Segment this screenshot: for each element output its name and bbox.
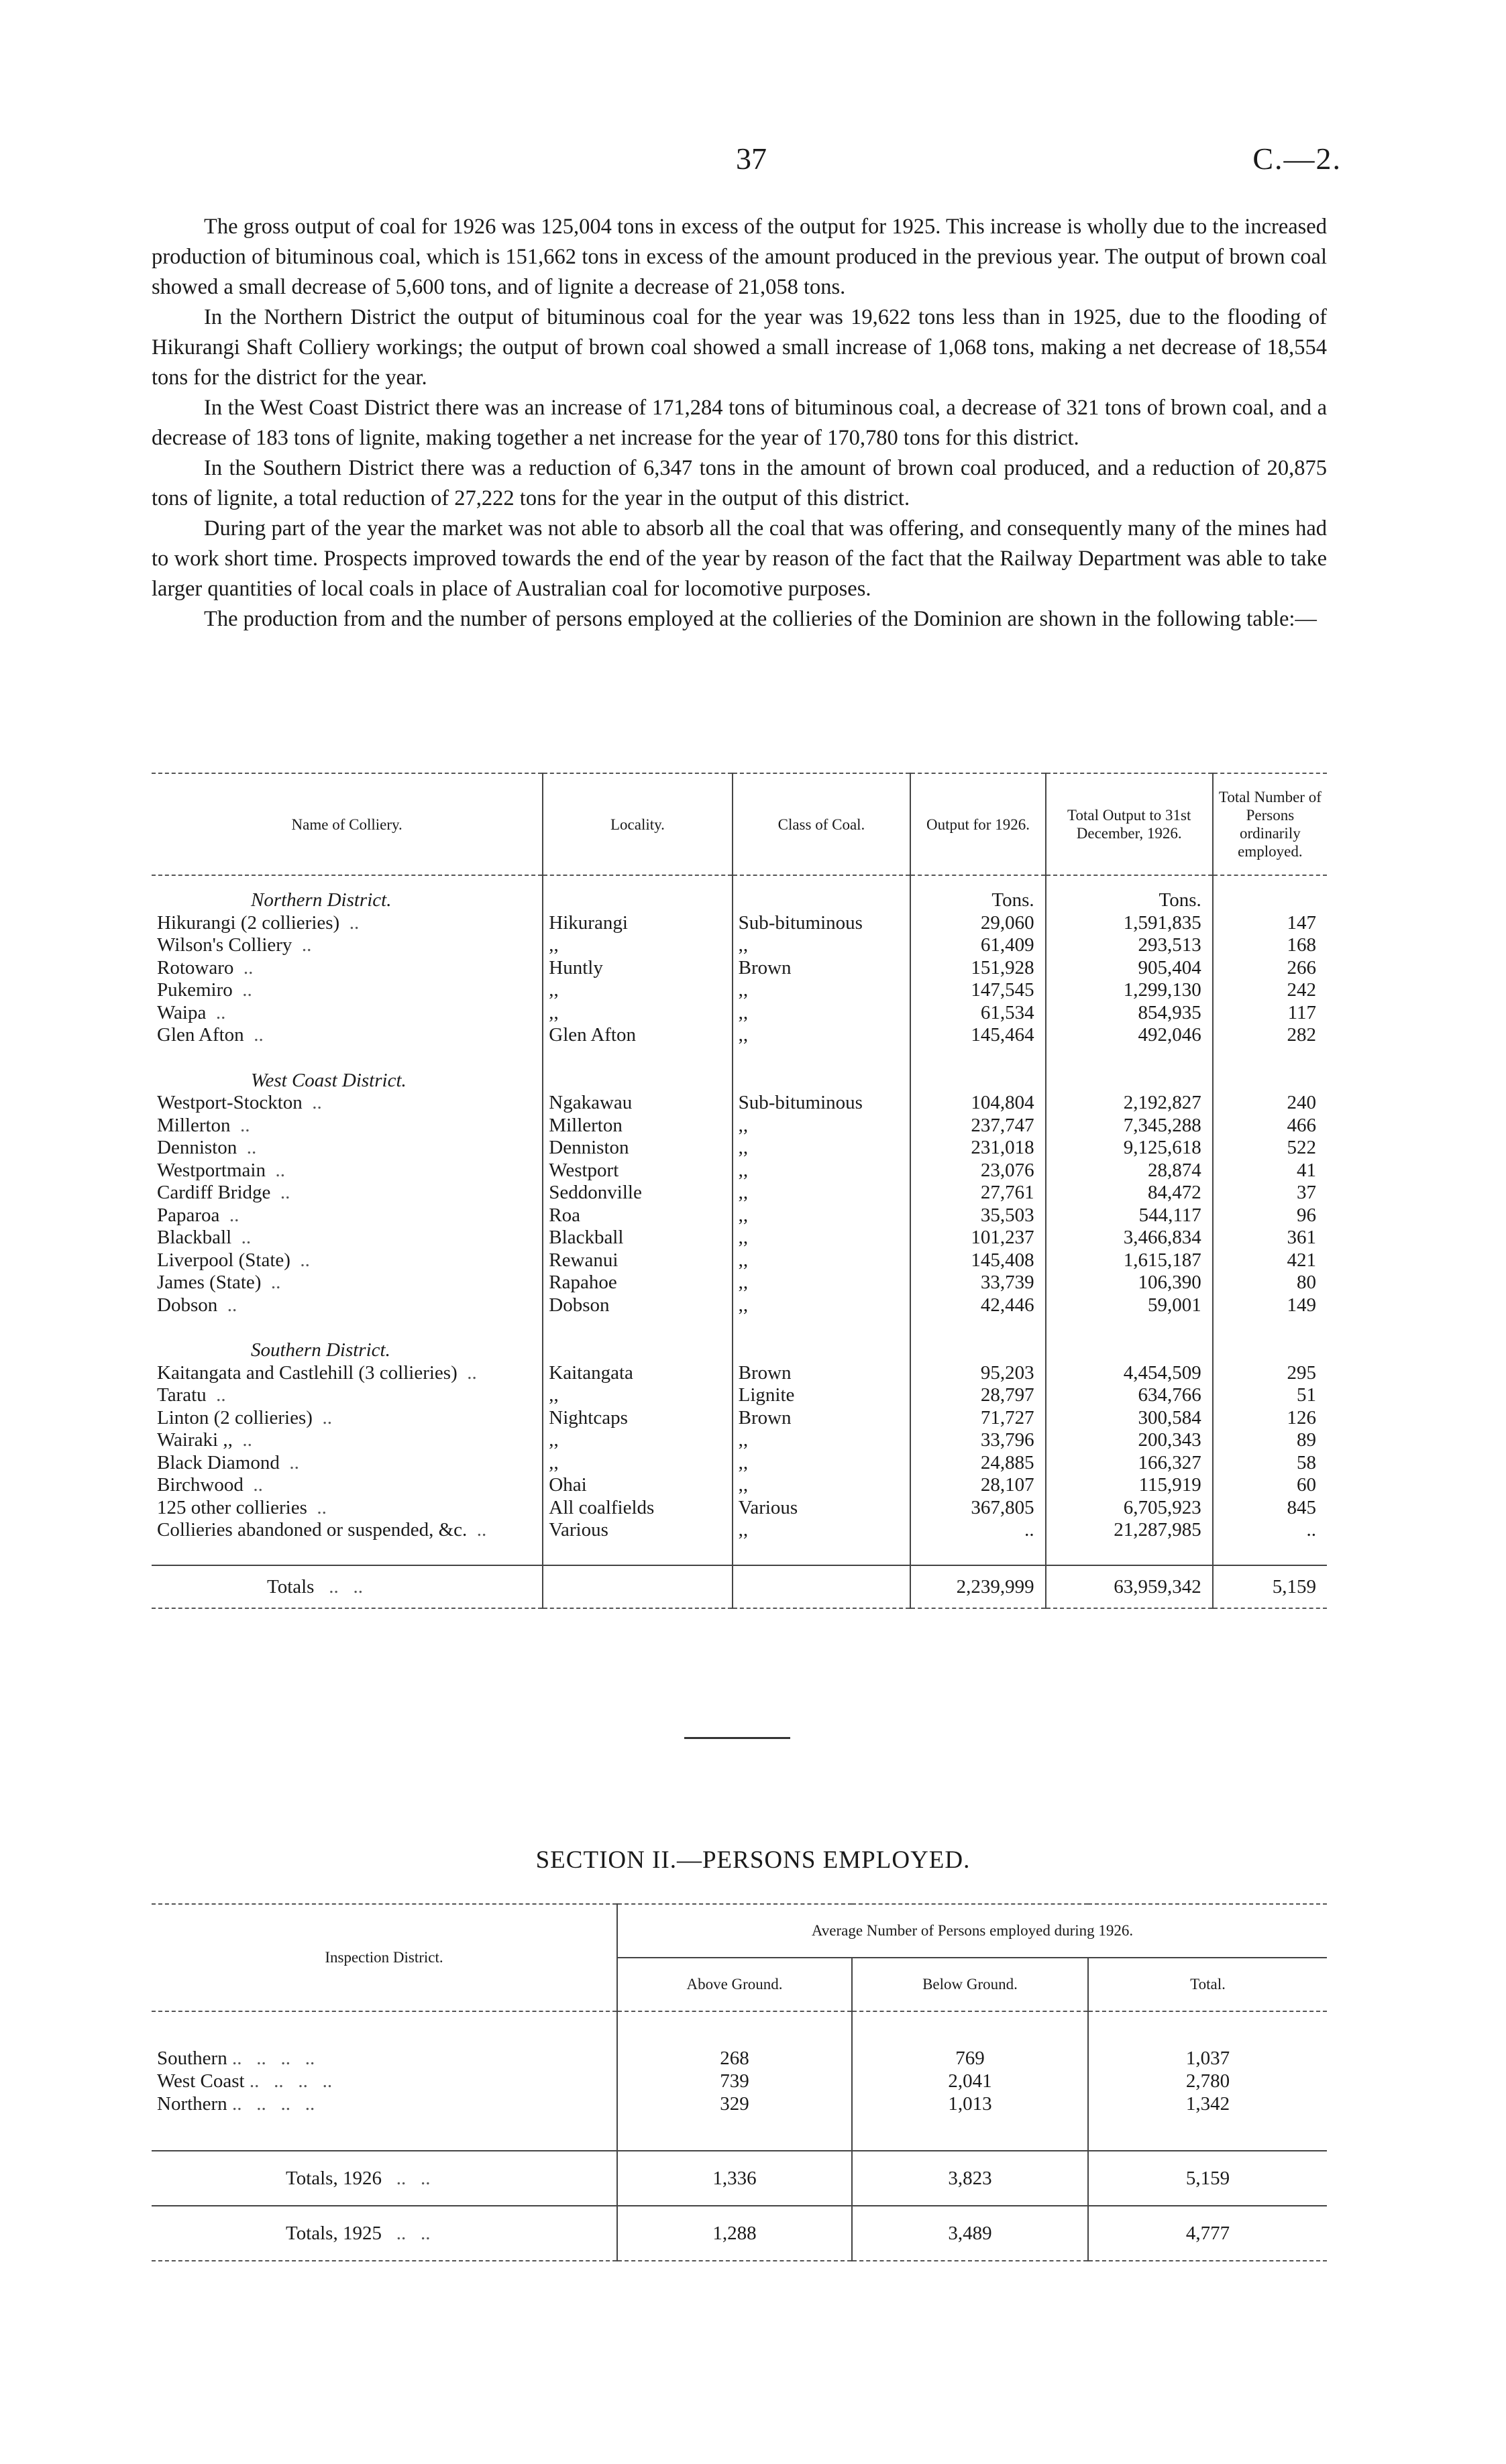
locality: Seddonville <box>549 1182 642 1203</box>
table-row: Southern .. .. .. .. 268 769 1,037 <box>152 2047 1327 2070</box>
class-of-coal: ,, <box>738 1114 749 1136</box>
output-value: 23,076 <box>910 1160 1045 1182</box>
colliery-name: James (State) <box>157 1272 262 1293</box>
totals-label: Totals, 1926 <box>286 2168 382 2189</box>
unit-label: Tons. <box>1046 889 1213 912</box>
class-of-coal: ,, <box>738 1474 749 1496</box>
section-divider <box>684 1737 790 1739</box>
district-name: Southern <box>157 2048 227 2069</box>
locality: Huntly <box>549 956 603 978</box>
output-value: 147,545 <box>910 979 1045 1002</box>
output-value: 61,409 <box>910 934 1045 957</box>
output-value: 42,446 <box>910 1294 1045 1317</box>
class-of-coal: ,, <box>738 1182 749 1203</box>
header-output: Output for 1926. <box>910 773 1045 875</box>
unit-label: Tons. <box>910 889 1045 912</box>
total-output-value: 106,390 <box>1046 1272 1213 1294</box>
total-output-value: 84,472 <box>1046 1182 1213 1205</box>
locality: All coalfields <box>549 1496 655 1518</box>
class-of-coal: ,, <box>738 1519 749 1541</box>
above-ground-value: 268 <box>617 2047 852 2070</box>
colliery-name: Hikurangi (2 collieries) <box>157 911 340 934</box>
total-value: 2,780 <box>1088 2070 1327 2092</box>
spacer-row <box>152 1047 1327 1070</box>
paragraph: The gross output of coal for 1926 was 125,004 tons in excess of the output for 1925. This increase is wholly due to the increased production of bituminous coal, which is 151,662 tons in excess of the amount produced in the previous year. The output of brown coal showed a small decrease of 5,600 tons, and of lignite a decrease of 21,058 tons. <box>152 215 1327 299</box>
colliery-name: Kaitangata and Castlehill (3 collieries) <box>157 1361 458 1384</box>
total-output-value: 634,766 <box>1046 1384 1213 1407</box>
locality: Rapahoe <box>549 1272 617 1293</box>
colliery-name: Denniston <box>157 1137 237 1158</box>
totals-1925-row: Totals, 1925 .. .. 1,288 3,489 4,777 <box>152 2206 1327 2261</box>
unit-label <box>910 1070 1045 1093</box>
locality: Hikurangi <box>549 911 628 934</box>
output-value: 28,107 <box>910 1474 1045 1497</box>
locality: ,, <box>549 1429 559 1451</box>
table-row: Northern .. .. .. .. 329 1,013 1,342 <box>152 2092 1327 2115</box>
persons-value: 147 <box>1213 912 1327 935</box>
table-row: Cardiff Bridge .. Seddonville ,, 27,761 84,472 37 <box>152 1182 1327 1205</box>
header-total-output: Total Output to 31st December, 1926. <box>1046 773 1213 875</box>
collieries-table <box>152 773 1327 1609</box>
above-ground-value: 1,336 <box>617 2151 852 2206</box>
total-value: 5,159 <box>1088 2151 1327 2206</box>
header-above-ground: Above Ground. <box>617 1958 852 2011</box>
persons-value: 58 <box>1213 1452 1327 1475</box>
table-row: Taratu .. ,, Lignite 28,797 634,766 51 <box>152 1384 1327 1407</box>
header-average-persons: Average Number of Persons employed during 1926. <box>617 1904 1327 1958</box>
output-total: 2,239,999 <box>910 1565 1045 1608</box>
total-output-value: 4,454,509 <box>1046 1362 1213 1385</box>
paragraph: In the Southern District there was a reduction of 6,347 tons in the amount of brown coal produced, and a reduction of 20,875 tons of lignite, a total reduction of 27,222 tons for the year in the output of this district. <box>152 456 1327 510</box>
class-of-coal: ,, <box>738 934 749 956</box>
table-row: 125 other collieries .. All coalfields Various 367,805 6,705,923 845 <box>152 1497 1327 1520</box>
total-output-value: 21,287,985 <box>1046 1519 1213 1542</box>
table-row: Millerton .. Millerton ,, 237,747 7,345,288 466 <box>152 1115 1327 1137</box>
persons-value: 845 <box>1213 1497 1327 1520</box>
locality: Kaitangata <box>549 1361 633 1384</box>
table-row: Wairaki ,, .. ,, ,, 33,796 200,343 89 <box>152 1429 1327 1452</box>
locality: ,, <box>549 1384 559 1406</box>
paragraph: In the Northern District the output of bituminous coal for the year was 19,622 tons less than in 1925, due to the flooding of Hikurangi Shaft Colliery workings; the output of brown coal showed a small increase of 1,068 tons, making a net decrease of 18,554 tons for the district for the year. <box>152 305 1327 390</box>
table-row: Westport-Stockton .. Ngakawau Sub-bituminous 104,804 2,192,827 240 <box>152 1092 1327 1115</box>
output-value: 33,739 <box>910 1272 1045 1294</box>
collieries-table-body <box>152 875 1327 1608</box>
locality: Dobson <box>549 1294 610 1316</box>
colliery-name: Blackball <box>157 1227 232 1248</box>
persons-value: 89 <box>1213 1429 1327 1452</box>
header-locality: Locality. <box>543 773 732 875</box>
district-heading-row <box>152 889 1327 912</box>
total-output-value: 1,299,130 <box>1046 979 1213 1002</box>
colliery-name: Paparoa <box>157 1204 220 1226</box>
header-total: Total. <box>1088 1958 1327 2011</box>
total-output-value: 544,117 <box>1046 1205 1213 1227</box>
persons-value: 149 <box>1213 1294 1327 1317</box>
totals-label: Totals <box>267 1575 315 1598</box>
colliery-name: Pukemiro <box>157 979 233 1001</box>
paragraph: In the West Coast District there was an increase of 171,284 tons of bituminous coal, a decrease of 321 tons of brown coal, and a decrease of 183 tons of lignite, making together a net increase for the year of 170,780 tons for this district. <box>152 396 1327 450</box>
class-of-coal: Sub-bituminous <box>738 911 863 934</box>
persons-value: 126 <box>1213 1407 1327 1430</box>
district-heading-row <box>152 1070 1327 1093</box>
output-value: 145,408 <box>910 1249 1045 1272</box>
output-value: 35,503 <box>910 1205 1045 1227</box>
table-row: Blackball .. Blackball ,, 101,237 3,466,834 361 <box>152 1227 1327 1249</box>
colliery-name: Westport-Stockton <box>157 1092 303 1113</box>
table-row: Wilson's Colliery .. ,, ,, 61,409 293,513 168 <box>152 934 1327 957</box>
table-row: Birchwood .. Ohai ,, 28,107 115,919 60 <box>152 1474 1327 1497</box>
locality: Blackball <box>549 1227 624 1248</box>
unit-label <box>1046 1070 1213 1093</box>
persons-total: 5,159 <box>1213 1565 1327 1608</box>
class-of-coal: ,, <box>738 979 749 1001</box>
table-row: Collieries abandoned or suspended, &c. .. Various ,, .. 21,287,985 .. <box>152 1519 1327 1542</box>
persons-value: 37 <box>1213 1182 1327 1205</box>
total-value: 1,037 <box>1088 2047 1327 2070</box>
class-of-coal: Sub-bituminous <box>738 1092 863 1113</box>
class-of-coal: ,, <box>738 1024 749 1046</box>
document-reference: C.—2. <box>1252 142 1342 176</box>
colliery-name: Cardiff Bridge <box>157 1182 271 1203</box>
colliery-name: Black Diamond <box>157 1451 280 1473</box>
paragraph: The production from and the number of persons employed at the collieries of the Dominion are shown in the following table:— <box>204 607 1317 631</box>
output-value: 71,727 <box>910 1407 1045 1430</box>
persons-value: 361 <box>1213 1227 1327 1249</box>
total-output-value: 166,327 <box>1046 1452 1213 1475</box>
total-output-value: 59,001 <box>1046 1294 1213 1317</box>
persons-value: 60 <box>1213 1474 1327 1497</box>
class-of-coal: Brown <box>738 1361 792 1384</box>
persons-value: 466 <box>1213 1115 1327 1137</box>
colliery-name: Birchwood <box>157 1474 244 1496</box>
spacer-row <box>152 1317 1327 1339</box>
page-number: 37 <box>736 142 767 176</box>
output-value: 101,237 <box>910 1227 1045 1249</box>
district-name: West Coast <box>157 2070 245 2092</box>
class-of-coal: Brown <box>738 956 792 978</box>
locality: ,, <box>549 934 559 956</box>
persons-value: 117 <box>1213 1002 1327 1025</box>
total-output-value: 3,466,834 <box>1046 1227 1213 1249</box>
persons-value: 240 <box>1213 1092 1327 1115</box>
output-value: 95,203 <box>910 1362 1045 1385</box>
table-row: Kaitangata and Castlehill (3 collieries) .. Kaitangata Brown 95,203 4,454,509 295 <box>152 1362 1327 1385</box>
total-output-total: 63,959,342 <box>1046 1565 1213 1608</box>
locality: Millerton <box>549 1114 623 1136</box>
total-output-value: 300,584 <box>1046 1407 1213 1430</box>
below-ground-value: 3,489 <box>852 2206 1088 2261</box>
output-value: 61,534 <box>910 1002 1045 1025</box>
header-inspection-district: Inspection District. <box>152 1904 617 2011</box>
header-name: Name of Colliery. <box>152 773 543 875</box>
paragraph: During part of the year the market was not able to absorb all the coal that was offering, and consequently many of the mines had to work short time. Prospects improved towards the end of the year by reason of the fact that the Railway Department was able to take larger quantities of local coals in place of Australian coal for locomotive purposes. <box>152 516 1327 601</box>
total-output-value: 28,874 <box>1046 1160 1213 1182</box>
colliery-name: Westportmain <box>157 1159 266 1181</box>
class-of-coal: ,, <box>738 1451 749 1473</box>
district-heading: Southern District. <box>251 1339 390 1361</box>
class-of-coal: ,, <box>738 1159 749 1181</box>
table-row: Rotowaro .. Huntly Brown 151,928 905,404 266 <box>152 957 1327 980</box>
persons-value: 242 <box>1213 979 1327 1002</box>
total-output-value: 115,919 <box>1046 1474 1213 1497</box>
total-output-value: 200,343 <box>1046 1429 1213 1452</box>
class-of-coal: Lignite <box>738 1384 795 1406</box>
total-output-value: 1,591,835 <box>1046 912 1213 935</box>
colliery-name: Millerton <box>157 1114 231 1136</box>
totals-row: Totals .. .. 2,239,999 63,959,342 5,159 <box>152 1565 1327 1608</box>
table-row: Waipa .. ,, ,, 61,534 854,935 117 <box>152 1002 1327 1025</box>
class-of-coal: ,, <box>738 1294 749 1316</box>
locality: ,, <box>549 1001 559 1023</box>
above-ground-value: 1,288 <box>617 2206 852 2261</box>
output-value: 27,761 <box>910 1182 1045 1205</box>
totals-1926-row: Totals, 1926 .. .. 1,336 3,823 5,159 <box>152 2151 1327 2206</box>
colliery-name: Waipa <box>157 1001 207 1023</box>
colliery-name: Taratu <box>157 1384 207 1406</box>
persons-value: 96 <box>1213 1205 1327 1227</box>
colliery-name: Collieries abandoned or suspended, &c. <box>157 1519 468 1541</box>
locality: Roa <box>549 1204 581 1226</box>
district-heading: Northern District. <box>251 889 392 911</box>
class-of-coal: ,, <box>738 1227 749 1248</box>
class-of-coal: ,, <box>738 1272 749 1293</box>
persons-value: 80 <box>1213 1272 1327 1294</box>
output-value: 151,928 <box>910 957 1045 980</box>
table-row: Denniston .. Denniston ,, 231,018 9,125,618 522 <box>152 1137 1327 1160</box>
class-of-coal: ,, <box>738 1137 749 1158</box>
unit-label <box>910 1339 1045 1362</box>
below-ground-value: 3,823 <box>852 2151 1088 2206</box>
persons-value: 41 <box>1213 1160 1327 1182</box>
colliery-name: Dobson <box>157 1294 218 1316</box>
table-row: Pukemiro .. ,, ,, 147,545 1,299,130 242 <box>152 979 1327 1002</box>
output-value: 33,796 <box>910 1429 1045 1452</box>
colliery-name: Rotowaro <box>157 956 234 978</box>
class-of-coal: Brown <box>738 1406 792 1429</box>
persons-value: 266 <box>1213 957 1327 980</box>
totals-label: Totals, 1925 <box>286 2223 382 2244</box>
total-output-value: 6,705,923 <box>1046 1497 1213 1520</box>
total-output-value: 492,046 <box>1046 1024 1213 1047</box>
colliery-name: Glen Afton <box>157 1024 244 1046</box>
table-row: Dobson .. Dobson ,, 42,446 59,001 149 <box>152 1294 1327 1317</box>
class-of-coal: ,, <box>738 1429 749 1451</box>
class-of-coal: ,, <box>738 1001 749 1023</box>
persons-value: 421 <box>1213 1249 1327 1272</box>
header-class: Class of Coal. <box>733 773 911 875</box>
locality: Various <box>549 1519 608 1541</box>
district-heading: West Coast District. <box>251 1069 407 1091</box>
colliery-name: Linton (2 collieries) <box>157 1406 313 1429</box>
locality: ,, <box>549 979 559 1001</box>
locality: Westport <box>549 1159 619 1181</box>
below-ground-value: 1,013 <box>852 2092 1088 2115</box>
persons-employed-table <box>152 1903 1327 2261</box>
class-of-coal: ,, <box>738 1204 749 1226</box>
table-row: Black Diamond .. ,, ,, 24,885 166,327 58 <box>152 1452 1327 1475</box>
persons-value: 295 <box>1213 1362 1327 1385</box>
output-value: 29,060 <box>910 912 1045 935</box>
colliery-name: 125 other collieries <box>157 1496 307 1518</box>
persons-value: 522 <box>1213 1137 1327 1160</box>
colliery-name: Liverpool (State) <box>157 1249 290 1271</box>
persons-value: .. <box>1213 1519 1327 1542</box>
spacer-row <box>152 875 1327 889</box>
locality: ,, <box>549 1451 559 1473</box>
total-output-value: 9,125,618 <box>1046 1137 1213 1160</box>
table-header-row <box>152 773 1327 875</box>
locality: Rewanui <box>549 1249 618 1271</box>
colliery-name: Wairaki ,, <box>157 1429 233 1451</box>
output-value: 237,747 <box>910 1115 1045 1137</box>
header-persons: Total Number of Persons ordinarily employed. <box>1213 773 1327 875</box>
output-value: 367,805 <box>910 1497 1045 1520</box>
locality: Nightcaps <box>549 1406 628 1429</box>
district-heading-row <box>152 1339 1327 1362</box>
table-row: Linton (2 collieries) .. Nightcaps Brown 71,727 300,584 126 <box>152 1407 1327 1430</box>
spacer-row <box>152 1542 1327 1565</box>
total-output-value: 854,935 <box>1046 1002 1213 1025</box>
output-value: 24,885 <box>910 1452 1045 1475</box>
locality: Denniston <box>549 1137 629 1158</box>
total-output-value: 7,345,288 <box>1046 1115 1213 1137</box>
total-output-value: 2,192,827 <box>1046 1092 1213 1115</box>
section-title: SECTION II.—PERSONS EMPLOYED. <box>535 1846 971 1874</box>
table-row: Paparoa .. Roa ,, 35,503 544,117 96 <box>152 1205 1327 1227</box>
persons-value: 282 <box>1213 1024 1327 1047</box>
locality: Ohai <box>549 1474 587 1496</box>
class-of-coal: ,, <box>738 1249 749 1271</box>
table-row: West Coast .. .. .. .. 739 2,041 2,780 <box>152 2070 1327 2092</box>
output-value: 104,804 <box>910 1092 1045 1115</box>
table-row: Liverpool (State) .. Rewanui ,, 145,408 1,615,187 421 <box>152 1249 1327 1272</box>
unit-label <box>1046 1339 1213 1362</box>
persons-value: 168 <box>1213 934 1327 957</box>
class-of-coal: Various <box>738 1496 798 1518</box>
total-output-value: 293,513 <box>1046 934 1213 957</box>
below-ground-value: 2,041 <box>852 2070 1088 2092</box>
total-output-value: 905,404 <box>1046 957 1213 980</box>
above-ground-value: 739 <box>617 2070 852 2092</box>
output-value: .. <box>910 1519 1045 1542</box>
output-value: 145,464 <box>910 1024 1045 1047</box>
total-value: 4,777 <box>1088 2206 1327 2261</box>
table-row: Glen Afton .. Glen Afton ,, 145,464 492,046 282 <box>152 1024 1327 1047</box>
colliery-name: Wilson's Colliery <box>157 934 292 956</box>
total-value: 1,342 <box>1088 2092 1327 2115</box>
output-value: 28,797 <box>910 1384 1045 1407</box>
persons-value: 51 <box>1213 1384 1327 1407</box>
district-name: Northern <box>157 2093 227 2115</box>
locality: Ngakawau <box>549 1092 633 1113</box>
body-text <box>152 212 1327 634</box>
total-output-value: 1,615,187 <box>1046 1249 1213 1272</box>
table-row: Hikurangi (2 collieries) .. Hikurangi Sub-bituminous 29,060 1,591,835 147 <box>152 912 1327 935</box>
table-row: James (State) .. Rapahoe ,, 33,739 106,390 80 <box>152 1272 1327 1294</box>
above-ground-value: 329 <box>617 2092 852 2115</box>
table-row: Westportmain .. Westport ,, 23,076 28,874 41 <box>152 1160 1327 1182</box>
header-below-ground: Below Ground. <box>852 1958 1088 2011</box>
locality: Glen Afton <box>549 1024 636 1046</box>
below-ground-value: 769 <box>852 2047 1088 2070</box>
output-value: 231,018 <box>910 1137 1045 1160</box>
